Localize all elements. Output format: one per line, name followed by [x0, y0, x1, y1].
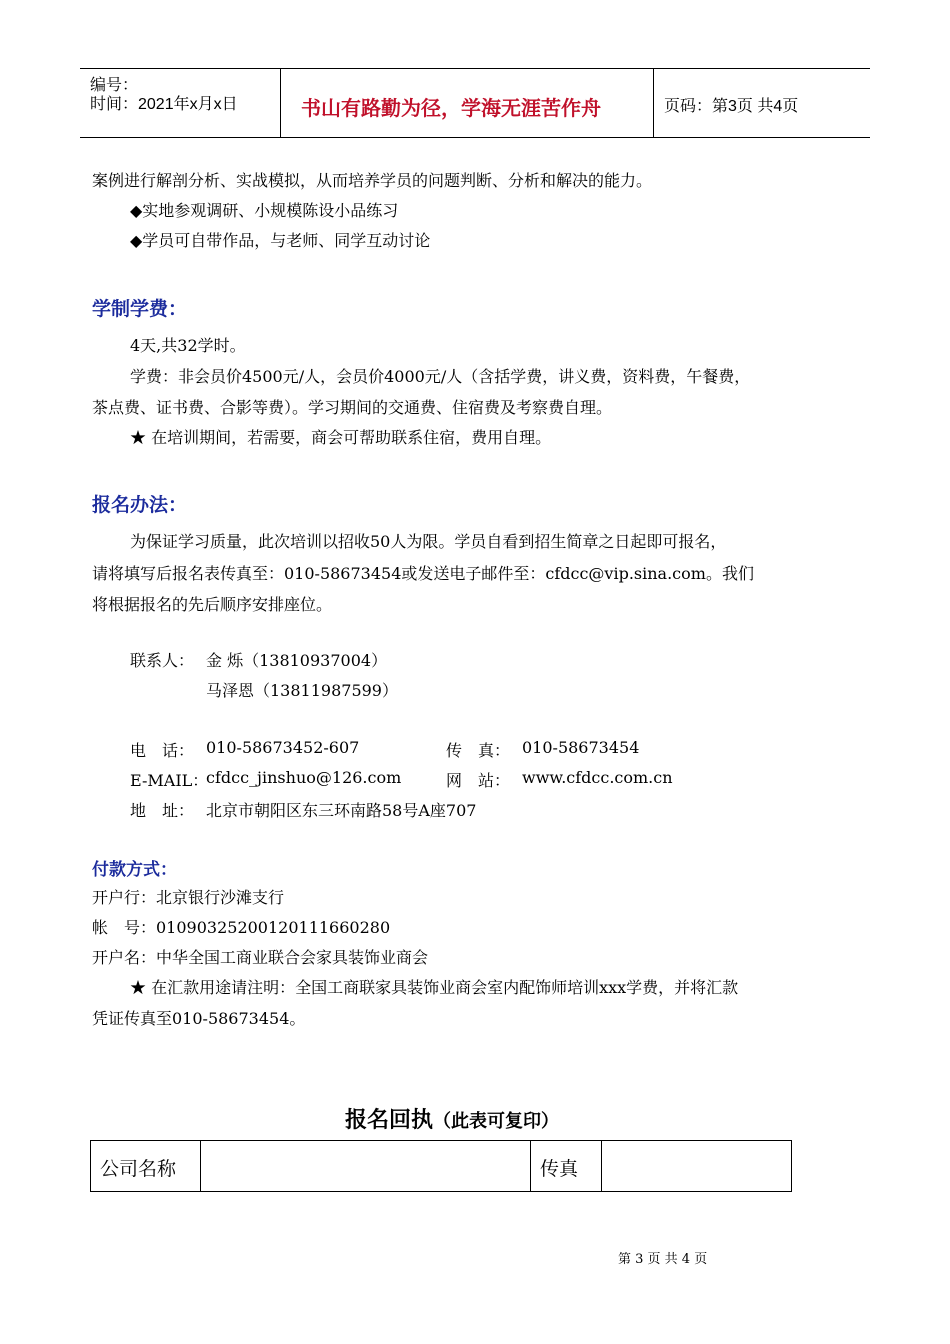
- tuition-fee-line-2: 茶点费、证书费、合影等费）。学习期间的交通费、住宿费及考察费自理。: [92, 398, 613, 417]
- intro-line: 案例进行解剖分析、实战模拟，从而培养学员的问题判断、分析和解决的能力。: [92, 171, 653, 190]
- page-footer: 第 3 页 共 4 页: [618, 1252, 708, 1267]
- contact-1: 金 烁（13810937004）: [206, 651, 388, 670]
- header-motto-cell: [281, 69, 654, 137]
- header-page-cell: [654, 69, 870, 137]
- fax-input-cell[interactable]: [602, 1141, 791, 1191]
- page-header: [80, 68, 870, 138]
- address-label: 地 址：: [130, 801, 195, 820]
- payment-account: 帐 号：01090325200120111660280: [92, 918, 391, 937]
- site-value[interactable]: www.cfdcc.com.cn: [522, 768, 673, 787]
- site-label: 网 站：: [446, 771, 511, 790]
- form-fax-label: 传真: [540, 1158, 579, 1180]
- tuition-heading: 学制学费：: [92, 299, 188, 320]
- company-input-cell[interactable]: [201, 1141, 531, 1191]
- fax-label: 传 真：: [446, 741, 511, 760]
- payment-heading: 付款方式：: [92, 860, 177, 879]
- tuition-duration: 4天,共32学时。: [130, 336, 246, 355]
- signup-line-3: 将根据报名的先后顺序安排座位。: [92, 595, 333, 614]
- page-label: 页码：第3页 共4页: [664, 98, 799, 115]
- intro-bullet-2: ◆学员可自带作品，与老师、同学互动讨论: [130, 231, 431, 250]
- phone-label: 电 话：: [130, 741, 195, 760]
- signup-line-2: 请将填写后报名表传真至：010-58673454或发送电子邮件至：cfdcc@vip.sina.com。我们: [92, 564, 754, 583]
- payment-note-1: ★ 在汇款用途请注明：全国工商联家具装饰业商会室内配饰师培训xxx学费，并将汇款: [130, 978, 739, 997]
- serial-label: 编号：: [90, 77, 139, 94]
- payment-bank: 开户行：北京银行沙滩支行: [92, 888, 285, 907]
- header-meta-cell: [80, 69, 281, 137]
- form-title-main: 报名回执: [345, 1107, 434, 1132]
- fax-label-cell: [531, 1141, 602, 1191]
- company-label-cell: [91, 1141, 201, 1191]
- email-label: E-MAIL：: [130, 771, 209, 790]
- tuition-note: ★ 在培训期间，若需要，商会可帮助联系住宿，费用自理。: [130, 428, 552, 447]
- motto: 书山有路勤为径，学海无涯苦作舟: [301, 98, 601, 120]
- address-value: 北京市朝阳区东三环南路58号A座707: [206, 801, 477, 820]
- contact-2: 马泽恩（13811987599）: [206, 681, 398, 700]
- form-title: [345, 1103, 559, 1134]
- fax-value: 010-58673454: [522, 738, 640, 757]
- email-value[interactable]: cfdcc_jinshuo@126.com: [206, 768, 402, 787]
- payment-name: 开户名：中华全国工商业联合会家具装饰业商会: [92, 948, 429, 967]
- payment-note-2: 凭证传真至010-58673454。: [92, 1009, 306, 1028]
- signup-line-1: 为保证学习质量，此次培训以招收50人为限。学员自看到招生简章之日起即可报名，: [130, 532, 727, 551]
- contact-label: 联系人：: [130, 651, 195, 670]
- registration-form-table: [90, 1140, 792, 1192]
- time-label: 时间：2021年x月x日: [90, 96, 238, 113]
- tuition-fee-line-1: 学费：非会员价4500元/人，会员价4000元/人（含括学费，讲义费，资料费，午餐费，: [130, 367, 751, 386]
- intro-bullet-1: ◆实地参观调研、小规模陈设小品练习: [130, 201, 399, 220]
- form-title-sub: （此表可复印）: [433, 1111, 560, 1131]
- phone-value: 010-58673452-607: [206, 738, 360, 757]
- company-label: 公司名称: [100, 1158, 177, 1180]
- signup-heading: 报名办法：: [92, 495, 188, 516]
